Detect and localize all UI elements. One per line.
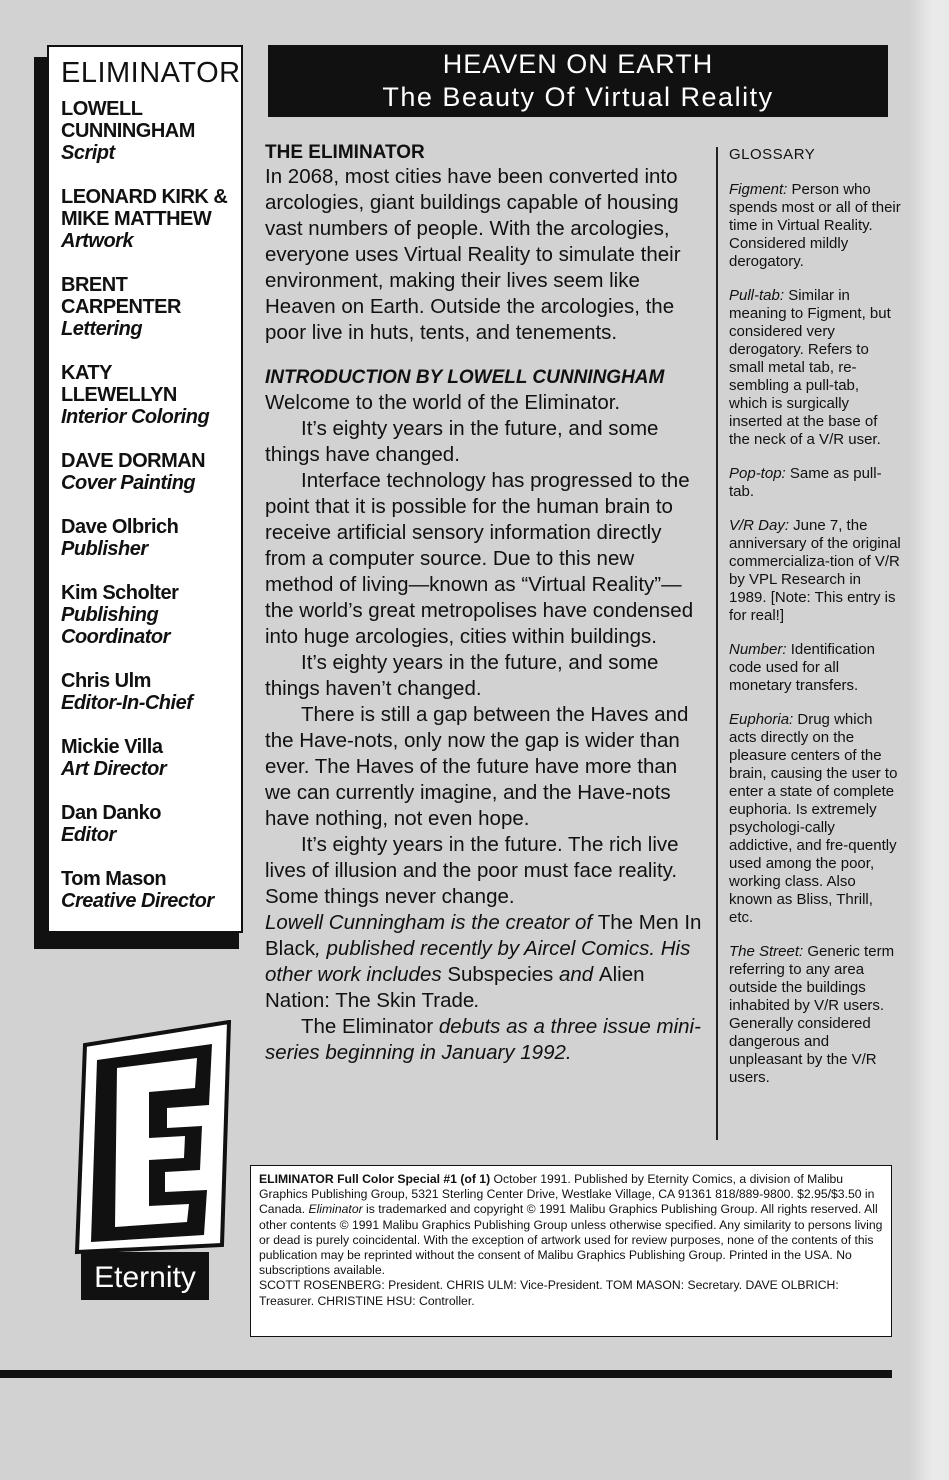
bio-text: Lowell Cunningham is the creator of: [265, 911, 598, 934]
intro-paragraph: Welcome to the world of the Eliminator.: [265, 391, 621, 414]
credit-name: Dan Danko: [61, 802, 161, 824]
credit-entry: [61, 98, 233, 164]
credit-name: Chris Ulm: [61, 670, 151, 692]
glossary-entry: [729, 287, 901, 449]
credit-name: Dave Olbrich: [61, 516, 179, 538]
credit-role: Lettering: [61, 318, 143, 340]
credit-name: LEONARD KIRK & MIKE MATTHEW: [61, 186, 228, 230]
credit-role: Art Director: [61, 758, 167, 780]
glossary-entry: [729, 943, 901, 1087]
eternity-logo: [57, 1020, 232, 1310]
credits-title: ELIMINATOR: [61, 57, 241, 89]
bottom-rule: [0, 1370, 892, 1378]
bio-title: The Men In Black: [265, 911, 702, 960]
page-edge-shade: [909, 0, 949, 1480]
intro-paragraph: It’s eighty years in the future, and some things haven’t changed.: [265, 651, 659, 700]
credit-role: Editor: [61, 824, 116, 846]
logo-label: Eternity: [94, 1261, 196, 1294]
credit-entry: [61, 450, 233, 494]
intro-paragraph: It’s eighty years in the future, and some things have changed.: [265, 417, 659, 466]
indicia-text: is trademarked and copyright © 1991 Malibu Graphics Publishing Group. All rights reserved. All other contents © 1991 Malibu Graphics Publishing Group unless otherwise specified. Any similarity to persons living or dead is purely coincidental. With the exception of artwork used for review purposes, none of the contents of this publication may be reprinted without the consent of Malibu Graphics Publishing Group. Printed in the USA. No subscriptions available.: [259, 1202, 883, 1278]
credit-name: Kim Scholter: [61, 582, 179, 604]
bio-title: Alien Nation: The Skin Trade: [265, 963, 645, 1012]
glossary-definition: Identification code used for all monetary transfers.: [729, 641, 875, 694]
article-summary: In 2068, most cities have been converted into arcologies, giant buildings capable of housing vast numbers of people. With the arcologies, everyone uses Virtual Reality to simulate their environment, making their lives seem like Heaven on Earth. Outside the arcologies, the poor live in huts, tents, and tenements.: [265, 165, 681, 344]
credit-role: Publisher: [61, 538, 148, 560]
bio-text: debuts as a three issue mini-series beginning in January 1992.: [265, 1015, 701, 1064]
glossary-title: GLOSSARY: [729, 146, 816, 163]
glossary-term: V/R Day:: [729, 517, 790, 534]
bio-title: Subspecies: [447, 963, 554, 986]
bio-text: .: [474, 989, 480, 1012]
glossary-divider: [716, 147, 718, 1140]
credit-role: Interior Coloring: [61, 406, 210, 428]
glossary: [729, 146, 901, 1103]
credit-name: KATY LLEWELLYN: [61, 362, 177, 406]
glossary-definition: Drug which acts directly on the pleasure centers of the brain, causing the user to enter a state of complete euphoria. Is extremely psychologi-cally addictive, and fre-quently used among the poor, working class. Also known as Bliss, Thrill, etc.: [729, 711, 898, 926]
article-column: [265, 142, 705, 1066]
glossary-term: The Street:: [729, 943, 804, 960]
banner-title: HEAVEN ON EARTH: [442, 49, 714, 79]
credit-role: Publishing Coordinator: [61, 604, 170, 648]
credit-name: LOWELL CUNNINGHAM: [61, 98, 195, 142]
credit-name: Tom Mason: [61, 868, 167, 890]
credit-entry: [61, 274, 233, 340]
indicia-title-italic: Eliminator: [308, 1202, 363, 1217]
glossary-entry: [729, 517, 901, 625]
glossary-definition: Person who spends most or all of their time in Virtual Reality. Considered mildly derogatory.: [729, 181, 901, 270]
glossary-entry: [729, 181, 901, 271]
credit-entry: [61, 362, 233, 428]
glossary-term: Euphoria:: [729, 711, 794, 728]
glossary-definition: June 7, the anniversary of the original commercializa-tion of V/R by VPL Research in 1989. [Note: This entry is for real!]: [729, 517, 901, 624]
credit-role: Script: [61, 142, 115, 164]
indicia: [259, 1172, 883, 1278]
credit-entry: [61, 868, 233, 912]
credit-entry: [61, 516, 233, 560]
credit-role: Creative Director: [61, 890, 214, 912]
debut-note: [265, 1014, 705, 1066]
author-bio: [265, 910, 705, 1014]
bio-title: The Eliminator: [301, 1015, 434, 1038]
credits-box: [47, 45, 243, 933]
glossary-entry: [729, 641, 901, 695]
intro-paragraph: There is still a gap between the Haves and the Have-nots, only now the gap is wider than ever. The Haves of the future have more than we can currently imagine, and the Have-nots have nothing, not even hope.: [265, 703, 689, 830]
glossary-entry: [729, 711, 901, 927]
credit-entry: [61, 802, 233, 846]
e-logo-icon: [57, 1020, 232, 1310]
credit-entry: [61, 736, 233, 780]
glossary-definition: Similar in meaning to Figment, but considered very derogatory. Refers to small metal tab, re-sembling a pull-tab, which is surgically inserted at the base of the neck of a V/R user.: [729, 287, 891, 448]
credit-name: BRENT CARPENTER: [61, 274, 181, 318]
credit-role: Artwork: [61, 230, 134, 252]
glossary-definition: Generic term referring to any area outside the buildings inhabited by V/R users. Generally considered dangerous and unpleasant by the V/R users.: [729, 943, 895, 1086]
glossary-term: Pop-top:: [729, 465, 786, 482]
credit-entry: [61, 186, 233, 252]
glossary-term: Number:: [729, 641, 787, 658]
officers: SCOTT ROSENBERG: President. CHRIS ULM: Vice-President. TOM MASON: Secretary. DAVE OLBRICH: Treasurer. CHRISTINE HSU: Controller.: [259, 1278, 839, 1308]
article-heading: THE ELIMINATOR: [265, 142, 425, 163]
credit-name: Mickie Villa: [61, 736, 163, 758]
glossary-term: Pull-tab:: [729, 287, 785, 304]
bio-text: and: [553, 963, 599, 986]
intro-paragraph: Interface technology has progressed to the point that it is possible for the human brain to receive artificial sensory information directly from a computer source. Due to this new method of living—known as “Virtual Reality”—the world’s great metropolises have condensed into huge arcologies, cities within buildings.: [265, 469, 694, 648]
indicia-text: October 1991. Published by Eternity Comics, a division of Malibu Graphics Publishing Group, 5321 Sterling Center Drive, Westlake Village, CA 91361 818/889-9800. $2.95/$3.50 in Canada.: [259, 1172, 875, 1217]
publication-info: [250, 1165, 892, 1337]
glossary-definition: Same as pull-tab.: [729, 465, 882, 500]
intro-paragraph: It’s eighty years in the future. The rich live lives of illusion and the poor must face reality. Some things never change.: [265, 833, 679, 908]
credit-role: Editor-In-Chief: [61, 692, 193, 714]
banner-subtitle: The Beauty Of Virtual Reality: [382, 82, 774, 112]
indicia-title: ELIMINATOR Full Color Special #1 (of 1): [259, 1172, 491, 1186]
intro-heading: INTRODUCTION BY LOWELL CUNNINGHAM: [265, 367, 665, 388]
credit-entry: [61, 670, 233, 714]
header-banner: [268, 45, 888, 117]
bio-text: , published recently by Aircel Comics. His other work includes: [265, 937, 691, 986]
credit-entry: [61, 582, 233, 648]
credit-name: DAVE DORMAN: [61, 450, 206, 472]
credit-role: Cover Painting: [61, 472, 196, 494]
glossary-entry: [729, 465, 901, 501]
glossary-term: Figment:: [729, 181, 788, 198]
